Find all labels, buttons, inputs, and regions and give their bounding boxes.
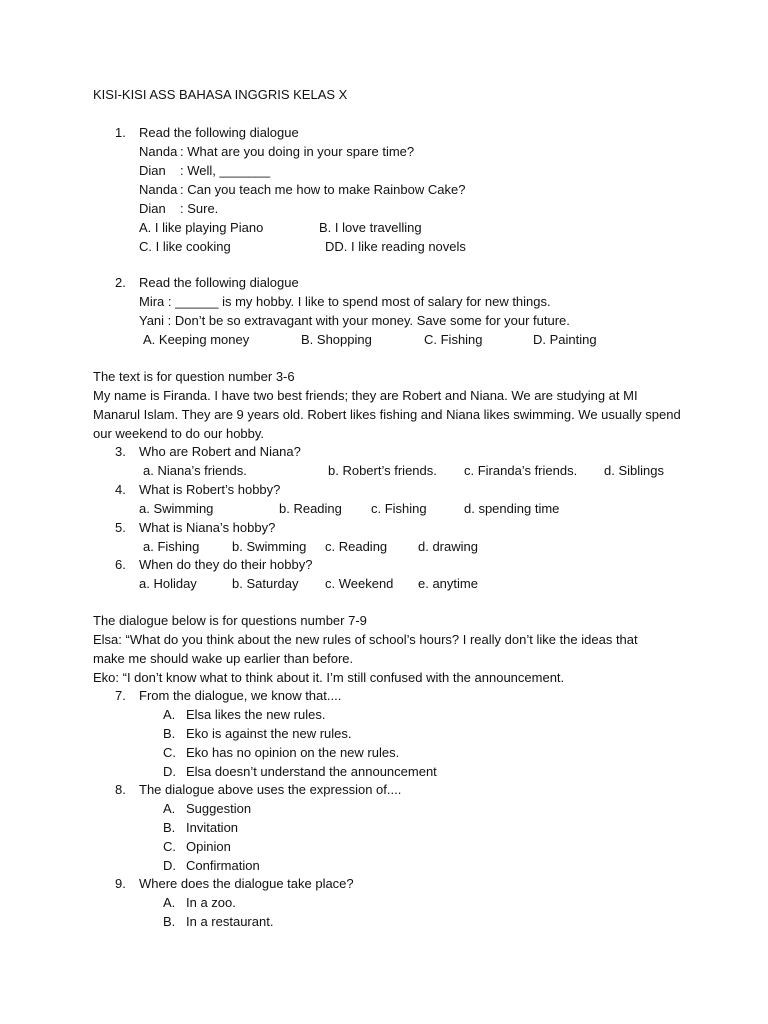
question-4 [93, 481, 693, 519]
dialogue-line: Eko: “I don’t know what to think about it. I’m still confused with the announcement. [93, 670, 565, 685]
question-number: 3. [115, 444, 126, 459]
question-number: 1. [115, 125, 126, 140]
option-text: Elsa doesn’t understand the announcement [186, 764, 437, 779]
option-text: Confirmation [186, 858, 260, 873]
dialogue-line: Yani : Don’t be so extravagant with your money. Save some for your future. [139, 313, 570, 328]
utterance: : Sure. [180, 201, 219, 216]
question-7 [93, 687, 693, 706]
dialogue-line [93, 181, 693, 200]
utterance: : Well, _______ [180, 163, 271, 178]
option-a: A. Keeping money [143, 332, 250, 347]
option-d: d. Siblings [604, 463, 664, 478]
option-letter: D. [163, 764, 176, 779]
option-text: Eko is against the new rules. [186, 726, 352, 741]
passage-line: our weekend to do our hobby. [93, 426, 265, 441]
question-prompt: Read the following dialogue [139, 275, 299, 290]
option-c: C. I like cooking [139, 239, 231, 254]
option-text: In a restaurant. [186, 914, 274, 929]
option-b: b. Robert’s friends. [328, 463, 437, 478]
option-text: Opinion [186, 839, 231, 854]
option-b: b. Reading [279, 501, 342, 516]
option-text: In a zoo. [186, 895, 236, 910]
option-text: Eko has no opinion on the new rules. [186, 745, 400, 760]
option-c: c. Reading [325, 539, 388, 554]
question-2 [93, 274, 693, 350]
option-letter: C. [163, 839, 176, 854]
speaker: Dian [139, 201, 166, 216]
dialogue-line [93, 200, 693, 219]
question-prompt: Read the following dialogue [139, 125, 299, 140]
question-prompt: The dialogue above uses the expression of.... [139, 782, 402, 797]
question-number: 9. [115, 876, 126, 891]
question-number: 4. [115, 482, 126, 497]
section-intro: The text is for question number 3-6 [93, 369, 295, 384]
option-letter: B. [163, 820, 176, 835]
option-letter: D. [163, 858, 176, 873]
question-8 [93, 781, 693, 800]
option-letter: B. [163, 914, 176, 929]
option-c: c. Firanda’s friends. [464, 463, 578, 478]
speaker: Nanda [139, 182, 178, 197]
option-letter: A. [163, 801, 176, 816]
speaker: Nanda [139, 144, 178, 159]
dialogue-line: make me should wake up earlier than before. [93, 651, 354, 666]
question-prompt: Where does the dialogue take place? [139, 876, 354, 891]
option-a: A. I like playing Piano [139, 220, 264, 235]
option-text: Elsa likes the new rules. [186, 707, 326, 722]
option-letter: B. [163, 726, 176, 741]
utterance: : Can you teach me how to make Rainbow Cake? [180, 182, 466, 197]
option-a: a. Niana’s friends. [143, 463, 247, 478]
option-letter: C. [163, 745, 176, 760]
option-b: B. Shopping [301, 332, 372, 347]
question-6 [93, 556, 693, 594]
question-number: 5. [115, 520, 126, 535]
reading-passage [93, 368, 683, 444]
question-number: 2. [115, 275, 126, 290]
question-9 [93, 875, 693, 894]
option-d: D. Painting [533, 332, 597, 347]
document-title: KISI-KISI ASS BAHASA INGGRIS KELAS X [93, 87, 348, 102]
dialogue-line: Elsa: “What do you think about the new rules of school’s hours? I really don’t like the ideas that [93, 632, 638, 647]
question-prompt: From the dialogue, we know that.... [139, 688, 342, 703]
option-c: c. Fishing [371, 501, 427, 516]
option-b: b. Swimming [232, 539, 307, 554]
option-text: Invitation [186, 820, 239, 835]
option-text: Suggestion [186, 801, 252, 816]
question-prompt: What is Robert’s hobby? [139, 482, 281, 497]
question-number: 6. [115, 557, 126, 572]
question-number: 8. [115, 782, 126, 797]
dialogue-line [93, 143, 693, 162]
passage-line: Manarul Islam. They are 9 years old. Robert likes fishing and Niana likes swimming. We usually spend [93, 407, 681, 422]
option-d: DD. I like reading novels [325, 239, 466, 254]
question-1 [93, 124, 693, 257]
option-letter: A. [163, 707, 176, 722]
option-c: C. Fishing [424, 332, 483, 347]
section-intro: The dialogue below is for questions number 7-9 [93, 613, 367, 628]
option-a: a. Swimming [139, 501, 214, 516]
option-a: a. Fishing [143, 539, 200, 554]
option-d: d. drawing [418, 539, 478, 554]
dialogue-line [93, 162, 693, 181]
option-e: e. anytime [418, 576, 478, 591]
utterance: : What are you doing in your spare time? [180, 144, 415, 159]
question-prompt: What is Niana’s hobby? [139, 520, 276, 535]
option-b: b. Saturday [232, 576, 299, 591]
option-b: B. I love travelling [319, 220, 422, 235]
option-d: d. spending time [464, 501, 560, 516]
passage-line: My name is Firanda. I have two best friends; they are Robert and Niana. We are studying at MI [93, 388, 638, 403]
question-prompt: Who are Robert and Niana? [139, 444, 301, 459]
question-3 [93, 443, 693, 481]
option-a: a. Holiday [139, 576, 197, 591]
question-prompt: When do they do their hobby? [139, 557, 313, 572]
option-c: c. Weekend [325, 576, 394, 591]
question-number: 7. [115, 688, 126, 703]
speaker: Dian [139, 163, 166, 178]
dialogue-line: Mira : ______ is my hobby. I like to spend most of salary for new things. [139, 294, 551, 309]
dialogue-passage [93, 612, 683, 688]
question-5 [93, 519, 693, 557]
option-letter: A. [163, 895, 176, 910]
